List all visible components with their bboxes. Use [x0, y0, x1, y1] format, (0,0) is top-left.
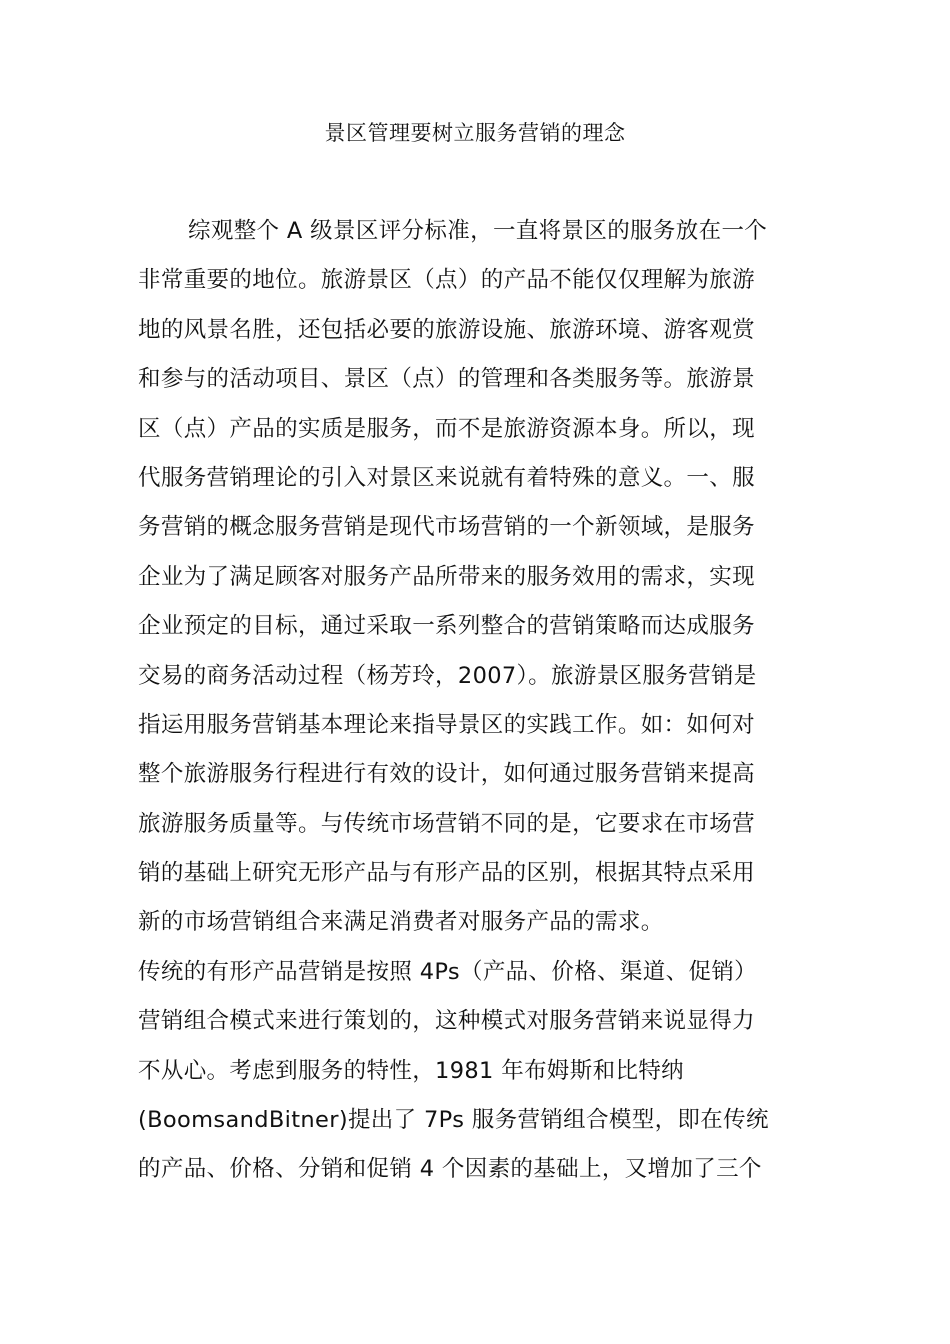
paragraph-line: 非常重要的地位。旅游景区（点）的产品不能仅仅理解为旅游: [138, 267, 755, 294]
paragraph-line: 区（点）产品的实质是服务，而不是旅游资源本身。所以，现: [138, 415, 755, 442]
paragraph-line: 新的市场营销组合来满足消费者对服务产品的需求。: [138, 909, 664, 936]
paragraph-line: 综观整个 A 级景区评分标准，一直将景区的服务放在一个: [188, 218, 768, 244]
paragraph-line: 企业预定的目标，通过采取一系列整合的营销策略而达成服务: [138, 613, 755, 640]
paragraph-line: 交易的商务活动过程（杨芳玲，2007）。旅游景区服务营销是: [138, 662, 757, 689]
paragraph-line: 的产品、价格、分销和促销 4 个因素的基础上，又增加了三个: [138, 1156, 762, 1183]
paragraph-line: 地的风景名胜，还包括必要的旅游设施、旅游环境、游客观赏: [138, 316, 755, 343]
paragraph-line: 旅游服务质量等。与传统市场营销不同的是，它要求在市场营: [138, 810, 755, 837]
paragraph-line: 指运用服务营销基本理论来指导景区的实践工作。如：如何对: [138, 711, 755, 738]
document-body: [138, 207, 818, 1195]
paragraph-line: 和参与的活动项目、景区（点）的管理和各类服务等。旅游景: [138, 366, 755, 393]
paragraph-line: 不从心。考虑到服务的特性，1981 年布姆斯和比特纳: [138, 1057, 685, 1084]
paragraph-line: 传统的有形产品营销是按照 4Ps（产品、价格、渠道、促销）: [138, 958, 758, 985]
paragraph-line: 整个旅游服务行程进行有效的设计，如何通过服务营销来提高: [138, 761, 755, 788]
paragraph-line: (BoomsandBitner)提出了 7Ps 服务营销组合模型，即在传统: [138, 1107, 769, 1134]
paragraph-line: 务营销的概念服务营销是现代市场营销的一个新领域，是服务: [138, 514, 755, 541]
paragraph-line: 营销组合模式来进行策划的，这种模式对服务营销来说显得力: [138, 1008, 755, 1035]
paragraph-line: 企业为了满足顾客对服务产品所带来的服务效用的需求，实现: [138, 563, 755, 590]
paragraph-line: 代服务营销理论的引入对景区来说就有着特殊的意义。一、服: [138, 464, 755, 491]
paragraph-line: 销的基础上研究无形产品与有形产品的区别，根据其特点采用: [138, 860, 755, 887]
document-title: 景区管理要树立服务营销的理念: [324, 121, 626, 145]
